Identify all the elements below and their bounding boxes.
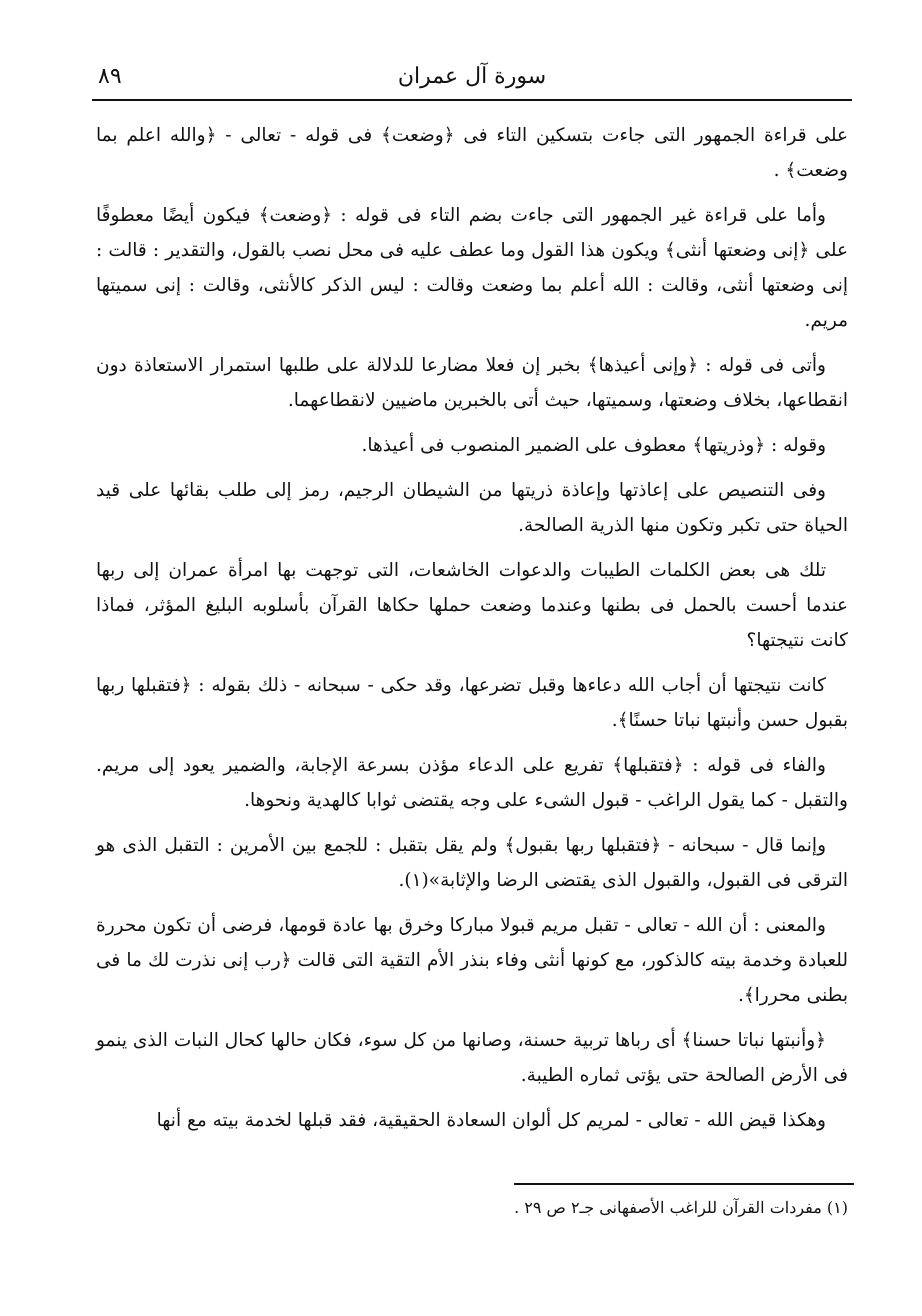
header-divider — [92, 99, 852, 101]
paragraph: وأما على قراءة غير الجمهور التى جاءت بضم التاء فى قوله : ﴿وضعت﴾ فيكون أيضًا معطوفًا على ﴿إنى وضعتها أنثى﴾ ويكون هذا القول وما عطف عليه فى محل نصب بالقول، والتقدير : قالت : إنى وضعتها أنثى، وقالت : الله أعلم بما وضعت وقالت : ليس الذكر كالأنثى، وقالت : إنى سميتها مريم. — [96, 205, 848, 331]
surah-title: سورة آل عمران — [397, 64, 547, 89]
paragraph: وفى التنصيص على إعاذتها وإعاذة ذريتها من الشيطان الرجيم، رمز إلى طلب بقائها على قيد الحياة حتى تكبر وتكون منها الذرية الصالحة. — [96, 480, 848, 536]
page-header — [92, 56, 852, 100]
page-number: ٨٩ — [98, 64, 122, 89]
paragraph: وقوله : ﴿وذريتها﴾ معطوف على الضمير المنصوب فى أعيذها. — [361, 435, 826, 456]
paragraph: وأتى فى قوله : ﴿وإنى أعيذها﴾ بخبر إن فعلا مضارعا للدلالة على طلبها استمرار الاستعاذة دون انقطاعها، بخلاف وضعتها، وسميتها، حيث أتى بالخبرين ماضيين لانقطاعهما. — [96, 355, 848, 411]
paragraph: تلك هى بعض الكلمات الطيبات والدعوات الخاشعات، التى توجهت بها امرأة عمران إلى ربها عندما أحست بالحمل فى بطنها وعندما وضعت حملها حكاها القرآن بأسلوبه البليغ المؤثر، فماذا كانت نتيجتها؟ — [96, 560, 848, 651]
paragraph: كانت نتيجتها أن أجاب الله دعاءها وقبل تضرعها، وقد حكى - سبحانه - ذلك بقوله : ﴿فتقبلها ربها بقبول حسن وأنبتها نباتا حسنًا﴾. — [96, 675, 848, 731]
paragraph: والفاء فى قوله : ﴿فتقبلها﴾ تفريع على الدعاء مؤذن بسرعة الإجابة، والضمير يعود إلى مريم. والتقبل - كما يقول الراغب - قبول الشىء على وجه يقتضى ثوابا كالهدية ونحوها. — [96, 755, 848, 811]
paragraph: ﴿وأنبتها نباتا حسنا﴾ أى رباها تربية حسنة، وصانها من كل سوء، فكان حالها كحال النبات الذى ينمو فى الأرض الصالحة حتى يؤتى ثماره الطيبة. — [96, 1030, 848, 1086]
paragraph: وهكذا قيض الله - تعالى - لمريم كل ألوان السعادة الحقيقية، فقد قبلها لخدمة بيته مع أنها — [156, 1110, 826, 1131]
paragraph: وإنما قال - سبحانه - ﴿فتقبلها ربها بقبول﴾ ولم يقل بتقبل : للجمع بين الأمرين : التقبل الذى هو الترقى فى القبول، والقبول الذى يقتضى الرضا والإثابة»(١). — [96, 835, 848, 891]
footnote: (١) مفردات القرآن للراغب الأصفهانى جـ٢ ص ٢٩ . — [514, 1198, 848, 1217]
paragraph: على قراءة الجمهور التى جاءت بتسكين التاء فى ﴿وضعت﴾ فى قوله - تعالى - ﴿والله اعلم بما وضعت﴾ . — [96, 125, 848, 181]
body-text — [96, 118, 848, 1148]
paragraph: والمعنى : أن الله - تعالى - تقبل مريم قبولا مباركا وخرق بها عادة قومها، فرضى أن تكون محررة للعبادة وخدمة بيته كالذكور، مع كونها أنثى وفاء بنذر الأم التقية التى قالت ﴿رب إنى نذرت لك ما فى بطنى محررا﴾. — [96, 915, 848, 1006]
footnote-divider — [514, 1183, 854, 1185]
